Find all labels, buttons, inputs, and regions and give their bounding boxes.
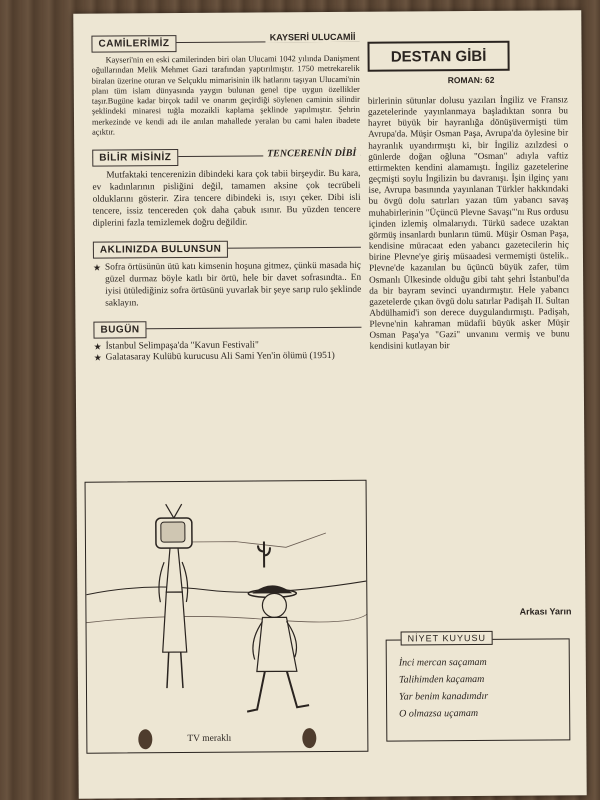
horizon-line <box>86 581 368 595</box>
bilir-misiniz-title: TENCERENİN DİBİ <box>263 148 360 160</box>
destan-title: DESTAN GİBİ <box>390 47 487 66</box>
tv-head-figure-icon <box>156 504 193 688</box>
poem-line: Talihimden kaçamam <box>398 673 485 686</box>
camilerimiz-tag: CAMİLERİMİZ <box>91 35 176 53</box>
continued-label: Arkası Yarın <box>519 606 572 617</box>
bugun-tag: BUGÜN <box>93 322 146 339</box>
newspaper-page <box>73 10 586 799</box>
hat-man-figure-icon <box>246 585 309 711</box>
bilir-misiniz-header <box>92 146 360 166</box>
niyet-poem <box>399 654 489 723</box>
cartoon-illustration <box>86 481 369 754</box>
punch-hole <box>302 728 316 748</box>
bugun-item: ★ Galatasaray Kulübü kurucusu Ali Sami Yen'in ölümü (1951) <box>94 351 362 364</box>
niyet-kuyusu-tag: NİYET KUYUSU <box>401 631 493 646</box>
poem-line: Yar benim kanadımdır <box>399 690 489 703</box>
bugun-header <box>93 318 361 338</box>
destan-title-box <box>367 41 509 72</box>
bugun-list <box>94 340 362 364</box>
camilerimiz-title: KAYSERİ ULUCAMİİ <box>266 32 360 43</box>
niyet-kuyusu-box <box>386 632 571 741</box>
camilerimiz-text: Kayseri'nin en eski camilerinden biri olan Ulucami 1042 yılında Danişment oğullarından Melik Mehmet Gazi tarafından yaptırılmıştır. 1750 metrekarelik biralan üzerine oturan ve Selçuklu mimarisinin ilk hatlarını taşıyan Ulucami'nin planı tüm islam dünyasında yaygın bulunan genel tipe uygun özellikler taşır.Bugüne kadar birçok tadil ve onarım geçirdiği söylenen caminin silindir şeklindeki minaresi tuğla mozaikli kaplama şeklinde yapılmıştır. Şehrin merkezinde ve kendi adı ile anılan mahallede yeralan bu cami halen ibadete açıktır. <box>91 53 361 137</box>
bugun-item: ★ İstanbul Selimpaşa'da "Kavun Festivali" <box>94 340 362 353</box>
bilir-misiniz-text: Mutfaktaki tencerenizin dibindeki kara çok tabii birşeydir. Bu kara, ev kadınlarının pisliğini değil, tamamen aksine çok tecrübeli olduklarını gösterir. Zira tencere dibindeki is, ısıyı çeker. Dibi isli tencere, issiz tencereden çok daha çabuk ısınır. Bu yüzden tencere diplerini fazla temizlemek doğru değildir. <box>92 169 361 230</box>
bilir-misiniz-tag: BİLİR MİSİNİZ <box>92 149 178 167</box>
poem-line: İnci mercan saçamam <box>398 656 487 669</box>
cartoon-panel <box>85 480 369 754</box>
sky-line <box>186 533 326 548</box>
akilnizda-text: ★ Sofra örtüsünün ütü katı kimsenin hoşuna gitmez, çünkü masada hiç güzel durmaz böyle katlı bir örtü, hele bir davet sofrasındta.. En iyisi ütülediğiniz sofra örtüsünü yuvarlak bir şeye sarıp rulo şeklinde saklayın. <box>93 260 361 310</box>
punch-hole <box>138 729 152 749</box>
dune-line <box>86 613 368 624</box>
cartoon-caption: TV meraklı <box>187 733 232 745</box>
destan-text: birlerinin sütunlar dolusu yazıları İngiliz ve Fransız gazetelerinde yayınlanmaya başladıktan sonra bu hayret büyük bir hayranlığa dönüşüvermişti tüm Avrupa'da. Müşir Osman Paşa, Avrupa'da öylesine bir hayranlık uyandırmıştı ki, bir İngiliz azılzdesi o günlerde doğan oğluna "Osman" adıyla vaftiz ettirmekten kendini alamamıştı. İngiliz gazetelerine geçmişti soylu İngilizin bu davranışı. İşin ilginç yanı ise, Avrupa basınında yayınlanan Türkler hakkındaki bu övgü dolu satırları yazan tüm yabancı savaş muhabirlerinin "Üçüncü Plevne Savaşı"'nı Rus ordusu içinden izlemiş olmalarıydı. Türkü sadece uzaktan görmüş insanlardı bunların tümü. Müşir Osman Paşa, kendisine müracaat eden yabancı gazetecilerin hiç birine Plevne'ye giriş müsaadesi vermemişti üstelik.. Plevne'de kazanılan bu üçüncü büyük zafer, tüm Osmanlı Ülkesinde olduğu gibi taht şehri İstanbul'da da bir bayram sevinci uyandırmıştır. Hele yabancı gazetelerde çıkan övgü dolu satırlar Padişah II. Sultan Abdülhamid'i son derece duygulandırmıştı. Padişah, Plevne'nin kahraman müdafii büyük asker Müşir Osman Paşa'ya "Gazi" unvanını vermiş ve bunu kendisini kutlayan bir <box>367 94 570 352</box>
poem-line: O olmazsa uçamam <box>399 707 479 720</box>
roman-number: ROMAN: 62 <box>447 74 495 86</box>
left-column <box>91 32 361 364</box>
akilnizda-header <box>93 238 361 258</box>
akilnizda-tag: AKLINIZDA BULUNSUN <box>93 241 229 259</box>
camilerimiz-header <box>91 32 359 52</box>
